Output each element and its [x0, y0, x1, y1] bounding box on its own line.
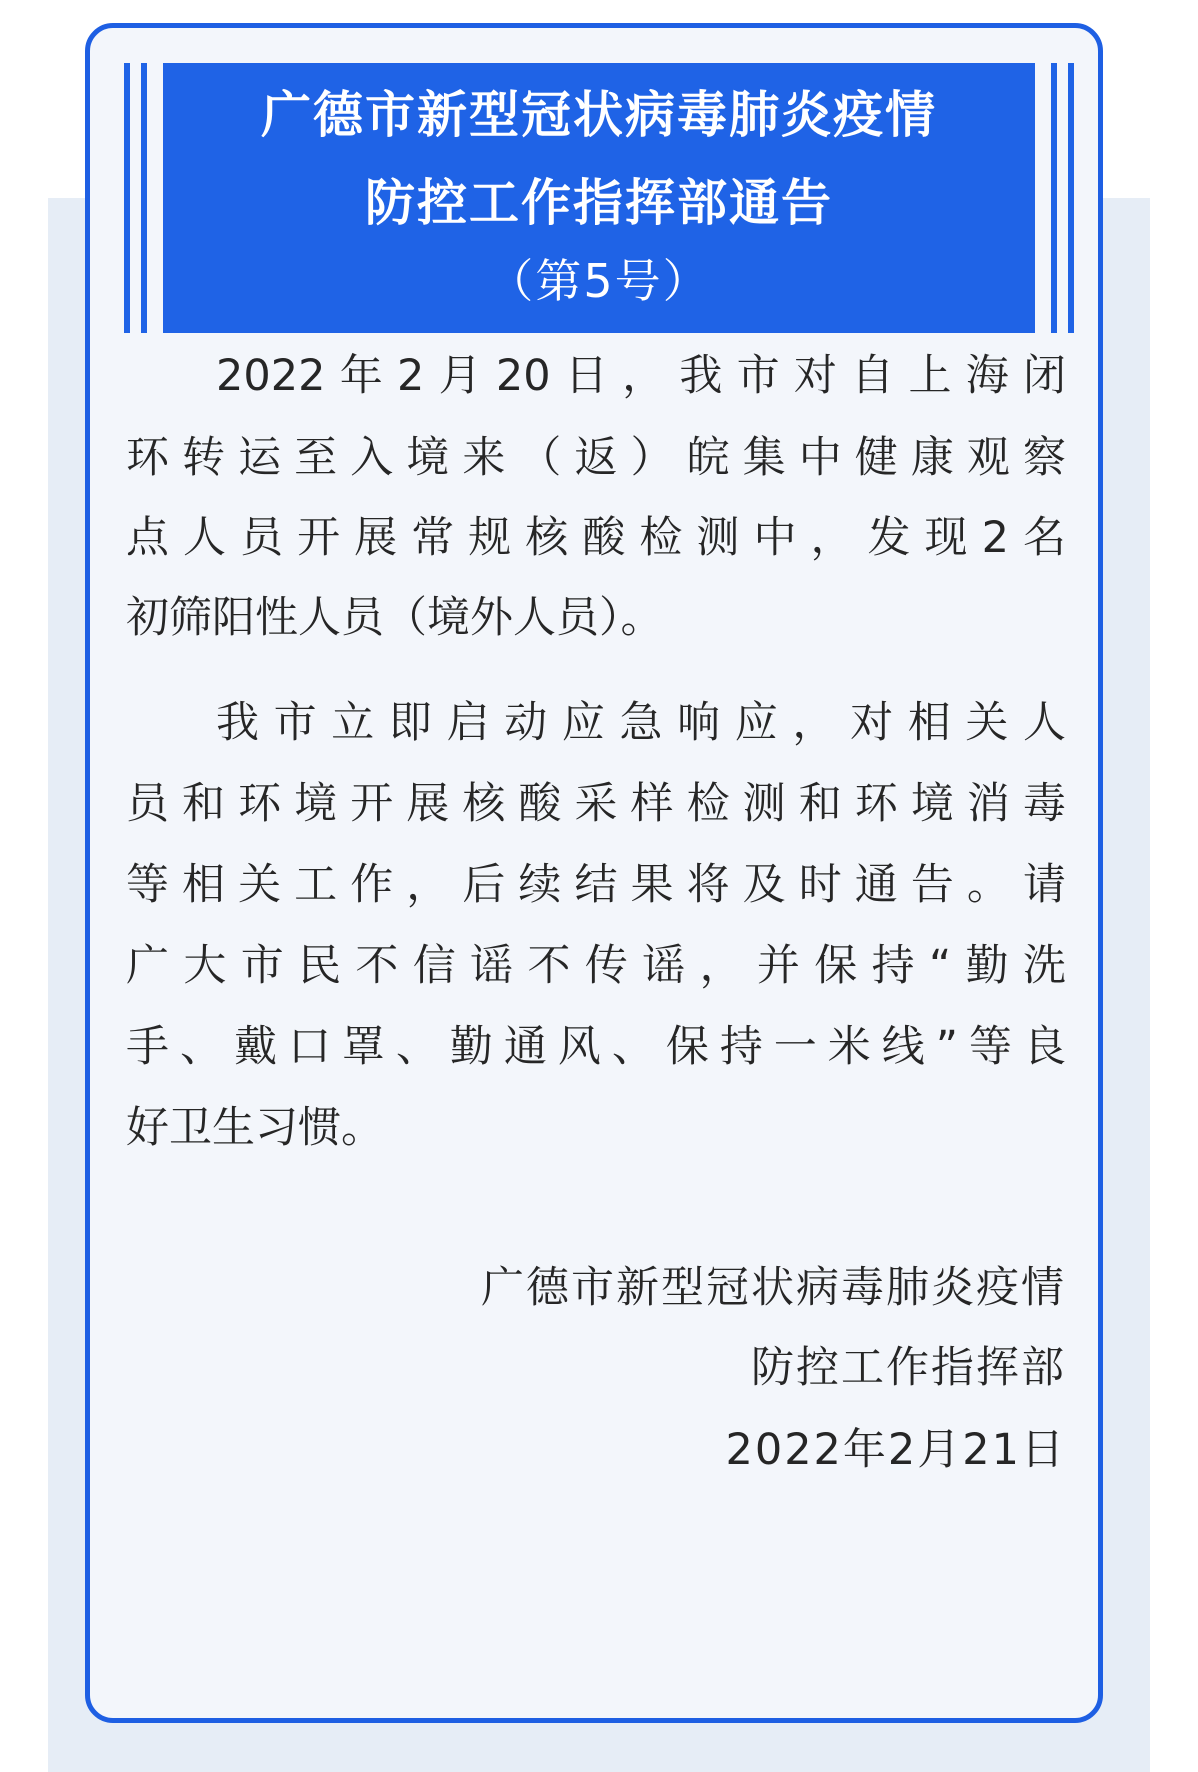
left-outer-stripe [124, 63, 130, 333]
right-outer-stripe [1068, 63, 1074, 333]
right-inner-stripe [1051, 63, 1057, 333]
header-title-line2: 防控工作指挥部通告 [365, 174, 833, 232]
paragraph-1-line: 初筛阳性人员（境外人员）。 [126, 593, 664, 643]
paragraph-2-line: 员和环境开展核酸采样检测和环境消毒 [126, 779, 1066, 829]
signature-org-line2: 防控工作指挥部 [751, 1343, 1066, 1393]
paragraph-2-line: 广大市民不信谣不传谣，并保持“勤洗 [126, 941, 1066, 991]
paragraph-2-line: 我市立即启动应急响应，对相关人 [216, 698, 1066, 748]
signature-date: 2022年2月21日 [725, 1425, 1066, 1475]
paragraph-1-line: 点人员开展常规核酸检测中，发现2名 [126, 513, 1066, 563]
signature-org-line1: 广德市新型冠状病毒肺炎疫情 [481, 1263, 1066, 1313]
paragraph-1-line: 环转运至入境来（返）皖集中健康观察 [126, 433, 1066, 483]
paragraph-2-line: 等相关工作，后续结果将及时通告。请 [126, 860, 1066, 910]
left-inner-stripe [141, 63, 147, 333]
notice-number: （第5号） [487, 254, 711, 308]
paragraph-2-line: 手、戴口罩、勤通风、保持一米线”等良 [126, 1022, 1066, 1072]
paragraph-1-line: 2022年2月20日，我市对自上海闭 [216, 351, 1066, 401]
header-title-line1: 广德市新型冠状病毒肺炎疫情 [261, 86, 937, 144]
paragraph-2-line: 好卫生习惯。 [126, 1103, 384, 1153]
notice-header [163, 63, 1035, 333]
